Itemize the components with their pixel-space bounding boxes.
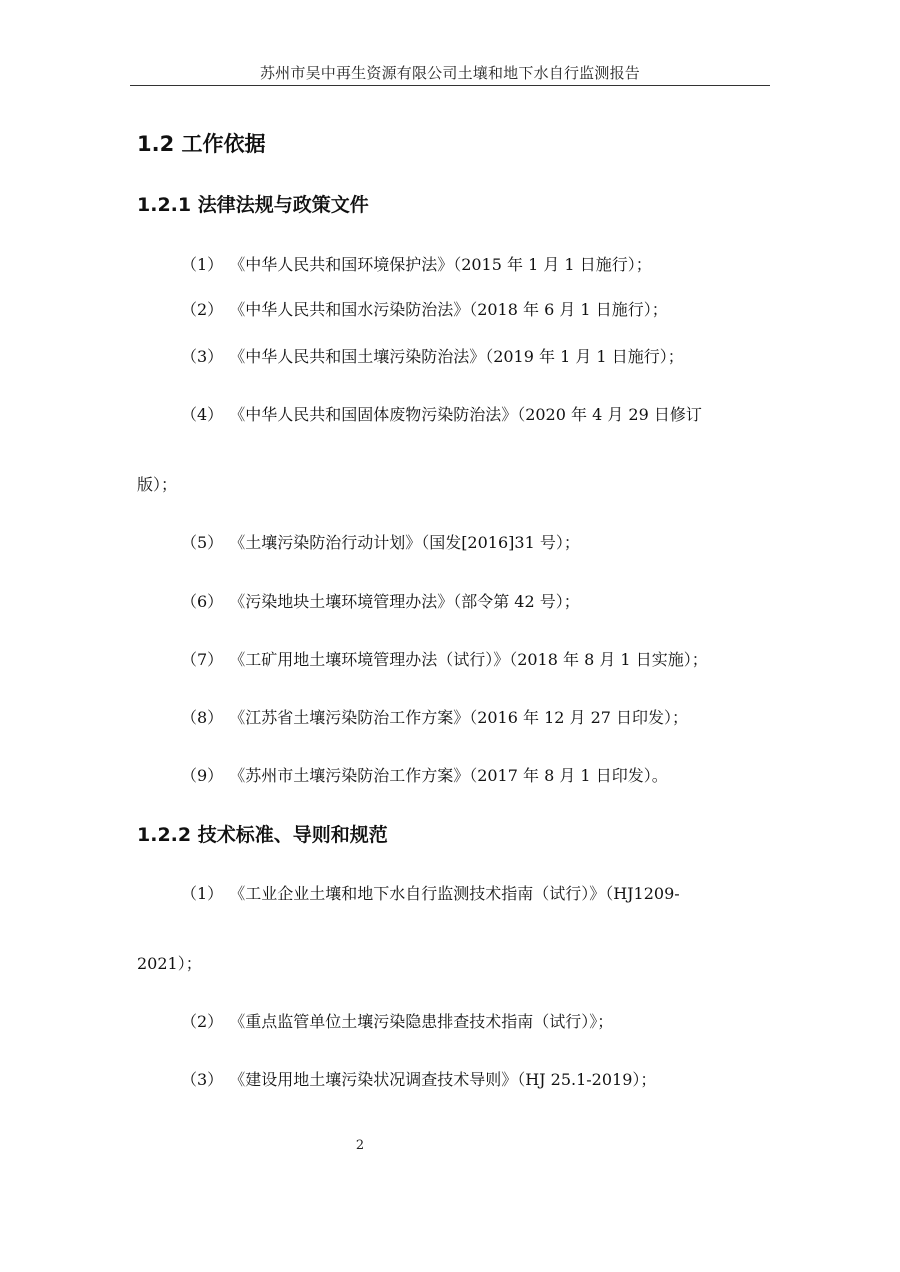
list-item-text: 《污染地块土壤环境管理办法》（部令第 42 号）； (229, 592, 580, 611)
list-item-continuation: 2021）； (137, 954, 202, 973)
list-item-text: 《建设用地土壤污染状况调查技术导则》（HJ 25.1-2019）； (229, 1070, 657, 1089)
list-item (137, 763, 767, 786)
list-item-text: 《江苏省土壤污染防治工作方案》（2016 年 12 月 27 日印发）； (229, 708, 689, 727)
list-item (137, 252, 767, 275)
list-item-number: （7） (181, 650, 224, 669)
list-item (137, 297, 767, 320)
list-item-number: （6） (181, 592, 224, 611)
subsection-heading-1-2-1: 1.2.1 法律法规与政策文件 (137, 194, 369, 216)
header-title: 苏州市吴中再生资源有限公司土壤和地下水自行监测报告 (259, 64, 640, 82)
list-item (137, 1009, 767, 1032)
list-item-text: 《工业企业土壤和地下水自行监测技术指南（试行）》（HJ1209- (229, 884, 680, 903)
list-item (137, 1067, 767, 1090)
list-item-number: （3） (181, 1070, 224, 1089)
header-divider (130, 85, 770, 86)
list-item (137, 881, 767, 904)
list-item-number: （9） (181, 766, 224, 785)
list-item-number: （5） (181, 533, 224, 552)
list-item-text: 《苏州市土壤污染防治工作方案》（2017 年 8 月 1 日印发）。 (229, 766, 668, 785)
list-item-number: （8） (181, 708, 224, 727)
list-item (137, 530, 767, 553)
list-item-number: （1） (181, 884, 224, 903)
list-item-text: 《中华人民共和国土壤污染防治法》（2019 年 1 月 1 日施行）； (229, 347, 684, 366)
list-item-number: （1） (181, 255, 224, 274)
subsection-heading-1-2-2: 1.2.2 技术标准、导则和规范 (137, 824, 388, 846)
list-item-text: 《中华人民共和国环境保护法》（2015 年 1 月 1 日施行）； (229, 255, 652, 274)
list-item-text: 《重点监管单位土壤污染隐患排查技术指南（试行）》； (229, 1012, 614, 1031)
list-item-number: （2） (181, 1012, 224, 1031)
list-item-number: （2） (181, 300, 224, 319)
list-item-continuation: 版）； (137, 475, 178, 494)
section-heading-1-2: 1.2 工作依据 (137, 132, 266, 156)
list-item (137, 589, 767, 612)
list-item-number: （3） (181, 347, 224, 366)
list-item-number: （4） (181, 405, 224, 424)
list-item (137, 344, 767, 367)
page-number: 2 (355, 1138, 365, 1153)
list-item-text: 《中华人民共和国固体废物污染防治法》（2020 年 4 月 29 日修订 (229, 405, 702, 424)
list-item-text: 《中华人民共和国水污染防治法》（2018 年 6 月 1 日施行）； (229, 300, 668, 319)
list-item-text: 《土壤污染防治行动计划》（国发[2016]31 号）； (229, 533, 580, 552)
list-item (137, 402, 767, 425)
list-item (137, 705, 767, 728)
list-item (137, 647, 767, 670)
list-item-text: 《工矿用地土壤环境管理办法（试行）》（2018 年 8 月 1 日实施）； (229, 650, 708, 669)
